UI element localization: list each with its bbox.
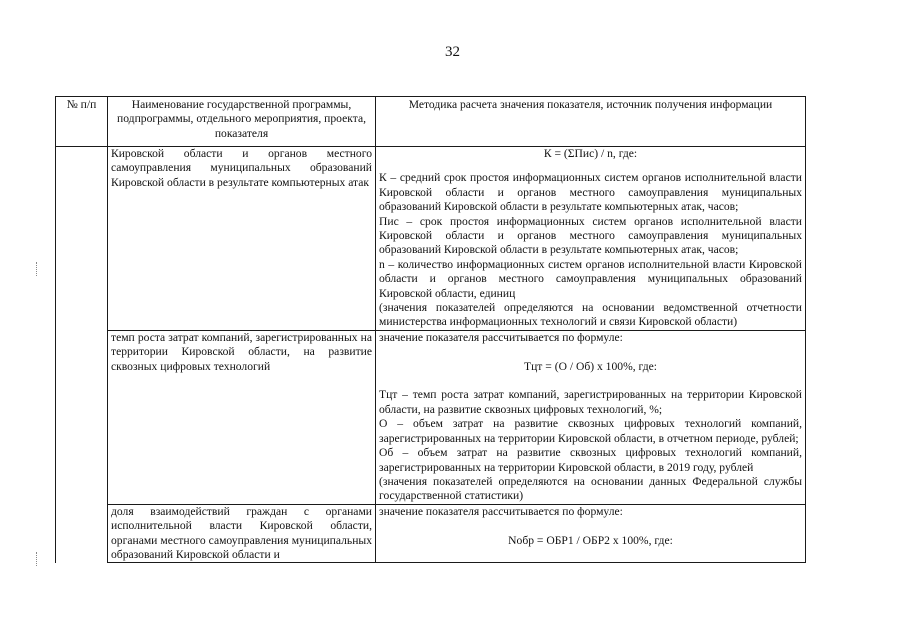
header-name: Наименование государственной программы, подпрограммы, отдельного мероприятия, проекта, показателя: [108, 97, 376, 147]
formula-intro: значение показателя рассчитывается по формуле:: [379, 504, 623, 518]
method-cell: [376, 147, 806, 331]
data-source-note: (значения показателей определяются на основании данных Федеральной службы государственной статистики): [379, 474, 802, 503]
definition: Тцт – темп роста затрат компаний, зарегистрированных на территории Кировской области, на развитие сквозных цифровых технологий, %;: [379, 388, 802, 416]
table-row: [56, 504, 806, 563]
formula: Тцт = (О / Об) х 100%, где:: [524, 359, 657, 373]
formula: Nобр = ОБР1 / ОБР2 х 100%, где:: [508, 533, 673, 547]
indicator-name: Кировской области и органов местного самоуправления муниципальных образований Кировской области в результате компьютерных атак: [108, 147, 376, 331]
data-source-note: (значения показателей определяются на основании ведомственной отчетности министерства информационных технологий и связи Кировской области): [379, 301, 802, 329]
indicator-name: доля взаимодействий граждан с органами исполнительной власти Кировской области, органами местного самоуправления муниципальных образований Кировской области и: [108, 504, 376, 563]
definition: О – объем затрат на развитие сквозных цифровых технологий компаний, зарегистрированных на территории Кировской области, в отчетном периоде, рублей;: [379, 417, 802, 445]
definition: Пис – срок простоя информационных систем органов исполнительной власти Кировской области и органов местного самоуправления муниципальных образований Кировской области в результате компьютерных атак, часов;: [379, 214, 802, 257]
header-method: Методика расчета значения показателя, источник получения информации: [376, 97, 806, 147]
header-number: № п/п: [56, 97, 108, 147]
margin-mark-top: [36, 262, 38, 276]
formula: К = (ΣПис) / n, где:: [543, 147, 638, 160]
row-number-cell: [56, 147, 108, 563]
table-row: [56, 330, 806, 504]
table-header-row: [56, 97, 806, 147]
indicator-name: темп роста затрат компаний, зарегистрированных на территории Кировской области, на развитие сквозных цифровых технологий: [108, 330, 376, 504]
indicator-method-table: [55, 96, 806, 563]
method-cell: [376, 504, 806, 563]
table-row: [56, 147, 806, 331]
margin-mark-bottom: [36, 552, 38, 566]
page-number: 32: [445, 44, 460, 60]
definition: Об – объем затрат на развитие сквозных цифровых технологий компаний, зарегистрированных на территории Кировской области, в 2019 году, рублей: [379, 446, 802, 474]
formula-intro: значение показателя рассчитывается по формуле:: [379, 330, 623, 344]
method-cell: [376, 330, 806, 504]
definition: n – количество информационных систем органов исполнительной власти Кировской области и органов местного самоуправления муниципальных образований Кировской области, единиц: [379, 257, 802, 300]
definition: К – средний срок простоя информационных систем органов исполнительной власти Кировской области и органов местного самоуправления муниципальных образований Кировской области в результате компьютерных атак, часов;: [379, 171, 802, 214]
